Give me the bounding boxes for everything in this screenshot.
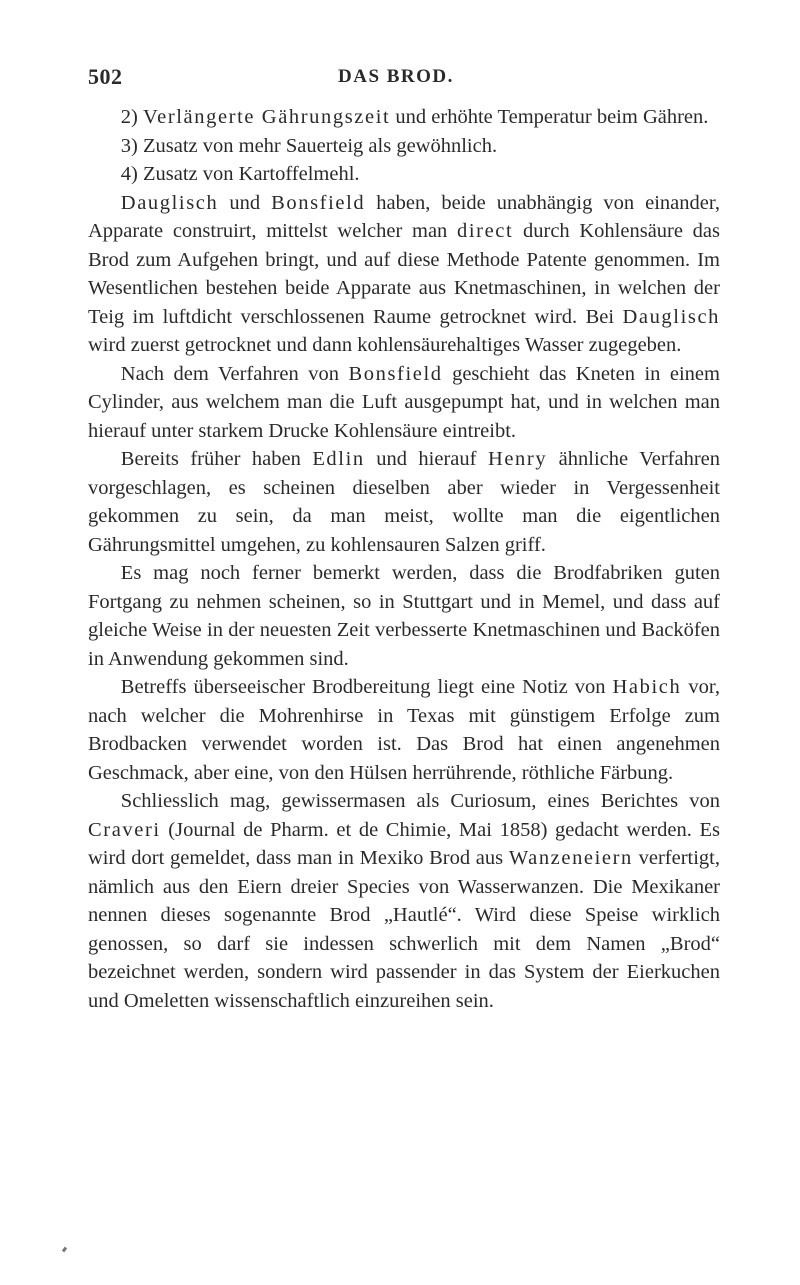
author-name: Dauglisch	[622, 305, 720, 328]
page-number: 502	[88, 64, 123, 89]
spaced-term: Wanzeneiern	[508, 847, 633, 869]
author-name: Edlin	[312, 448, 365, 470]
body-text	[88, 103, 720, 1015]
author-name: Dauglisch	[120, 191, 219, 214]
paragraph-habich: Betreffs überseeischer Brodbereitung liegt eine Notiz von Habich vor, nach welcher die Mohrenhirse in Texas mit günstigem Erfolge zum Brodbacken verwendet worden ist. Das Brod hat einen angenehmen Geschmack, aber eine, von den Hülsen herrührende, röthliche Färbung.	[88, 676, 720, 784]
author-name: Craveri	[88, 818, 161, 841]
author-name: Bonsfield	[271, 191, 366, 214]
spaced-term: direct	[457, 220, 514, 242]
list-item-3: 3) Zusatz von mehr Sauerteig als gewöhnlich.	[120, 134, 498, 157]
author-name: Henry	[487, 448, 548, 470]
author-name: Habich	[612, 676, 682, 698]
list-item-2: 2) Verlängerte Gährungszeit und erhöhte Temperatur beim Gähren.	[120, 106, 709, 128]
paragraph-edlin-henry: Bereits früher haben Edlin und hierauf Henry ähnliche Verfahren vorgeschlagen, es scheinen dieselben aber wieder in Vergessenheit gekommen zu sein, da man meist, wollte man die eigentlichen Gährungsmittel umgehen, zu kohlensauren Salzen griff.	[88, 448, 721, 556]
running-head: DAS BROD.	[338, 66, 454, 87]
paragraph-brodfabriken: Es mag noch ferner bemerkt werden, dass die Brodfabriken guten Fortgang zu nehmen scheinen, so in Stuttgart und in Memel, und dass auf gleiche Weise in der neuesten Zeit verbesserte Knetmaschinen und Backöfen in Anwendung gekommen sind.	[88, 562, 720, 670]
list-item-4: 4) Zusatz von Kartoffelmehl.	[120, 163, 360, 185]
author-name: Bonsfield	[348, 362, 443, 385]
paragraph-craveri: Schliesslich mag, gewissermasen als Curiosum, eines Berichtes von Craveri (Journal de Pharm. et de Chimie, Mai 1858) gedacht werden. Es wird dort gemeldet, dass man in Mexiko Brod aus Wanzeneiern verfertigt, nämlich aus den Eiern dreier Species von Wasserwanzen. Die Mexikaner nennen dieses sogenannte Brod „Hautlé“. Wird diese Speise wirklich genossen, so darf sie indessen schwerlich mit dem Namen „Brod“ bezeichnet werden, sondern wird passender in das System der Eierkuchen und Omeletten wissenschaftlich einzureihen sein.	[88, 790, 720, 1012]
spaced-term: Verlängerte Gährungszeit	[143, 106, 391, 128]
stray-ink-mark	[62, 1247, 67, 1253]
paragraph-dauglisch-bonsfield: Dauglisch und Bonsfield haben, beide unabhängig von einander, Apparate construirt, mittelst welcher man direct durch Kohlensäure das Brod zum Aufgehen bringt, und auf diese Methode Patente genommen. Im Wesentlichen bestehen beide Apparate aus Knetmaschinen, in welchen der Teig im luftdicht verschlossenen Raume getrocknet wird. Bei Dauglisch wird zuerst getrocknet und dann kohlensäurehaltiges Wasser zugegeben.	[88, 191, 721, 356]
paragraph-bonsfield-method: Nach dem Verfahren von Bonsfield geschieht das Kneten in einem Cylinder, aus welchem man die Luft ausgepumpt hat, und in welchen man hierauf unter starkem Drucke Kohlensäure eintreibt.	[88, 362, 720, 442]
